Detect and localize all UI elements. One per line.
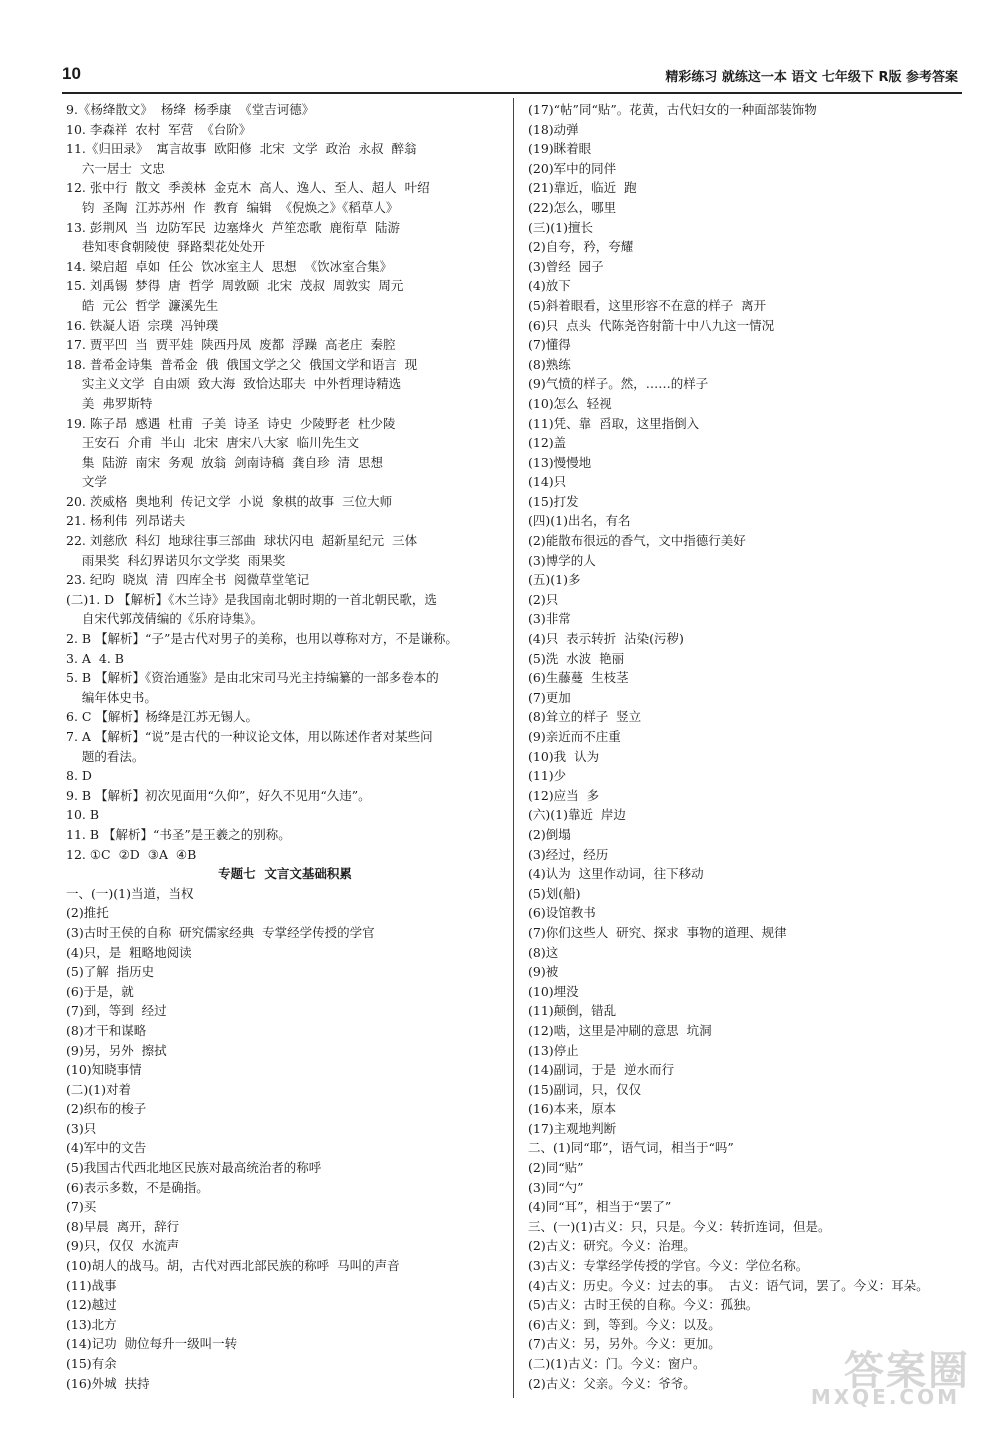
answer-line: (10)知晓事情 <box>66 1062 142 1078</box>
answer-line: 编年体史书。 <box>66 689 157 705</box>
page-number: 10 <box>62 64 81 83</box>
section-heading: 专题七 文言文基础积累 <box>218 866 352 882</box>
answer-line: 18. 普希金诗集 普希金 俄 俄国文学之父 俄国文学和语言 现 <box>66 356 418 372</box>
answer-line: 19. 陈子昂 感遇 杜甫 子美 诗圣 诗史 少陵野老 杜少陵 <box>66 415 396 431</box>
answer-line: (13)慢慢地 <box>528 454 592 470</box>
answer-line: (17)“帖”同“贴”。花黄，古代妇女的一种面部装饰物 <box>528 102 817 117</box>
page-header <box>62 62 962 94</box>
answer-line: (3)古时王侯的自称 研究儒家经典 专掌经学传授的学官 <box>66 924 375 940</box>
answer-line: (4)只，是 粗略地阅读 <box>66 944 192 960</box>
answer-line: (2)能散布很远的香气，文中指德行美好 <box>528 533 746 549</box>
answer-line: 10. 李森祥 农村 军营 《台阶》 <box>66 121 252 137</box>
watermark-url: MXQE.COM <box>810 1385 960 1409</box>
answer-line: (2)自夸，矜，夸耀 <box>528 239 634 255</box>
answer-line: 23. 纪昀 晓岚 清 四库全书 阅微草堂笔记 <box>66 572 310 588</box>
watermark-logo <box>810 1339 970 1409</box>
answer-line: 17. 贾平凹 当 贾平娃 陕西丹凤 废都 浮躁 高老庄 秦腔 <box>66 337 396 353</box>
answer-line: (14)只 <box>528 474 567 490</box>
answer-line: (7)懂得 <box>528 337 571 353</box>
answer-line: 16. 铁凝人语 宗璞 冯钟璞 <box>66 317 219 333</box>
answer-line: (8)耸立的样子 竖立 <box>528 709 642 725</box>
answer-line: (4)认为 这里作动词，往下移动 <box>528 866 704 882</box>
answer-line: (四)(1)出名，有名 <box>528 513 631 529</box>
answer-line: (2)织布的梭子 <box>66 1101 147 1117</box>
answer-line: (6)设馆教书 <box>528 905 596 921</box>
answer-line: (13)北方 <box>66 1316 117 1332</box>
answer-line: 一、(一)(1)当道，当权 <box>66 885 194 901</box>
answer-line: (12)盖 <box>528 435 567 451</box>
answer-line: (11)少 <box>528 768 567 784</box>
answer-line: (3)同“勺” <box>528 1179 584 1195</box>
answer-line: (3)只 <box>66 1120 97 1136</box>
answer-line: 11. B 【解析】“书圣”是王羲之的别称。 <box>66 826 291 842</box>
answer-line: (4)同“耳”，相当于“罢了” <box>528 1199 672 1215</box>
answer-line: 雨果奖 科幻界诺贝尔文学奖 雨果奖 <box>66 552 286 568</box>
answer-line: 21. 杨利伟 列昂诺夫 <box>66 513 186 529</box>
answer-line: 15. 刘禹锡 梦得 唐 哲学 周敦颐 北宋 茂叔 周敦实 周元 <box>66 278 404 294</box>
answer-line: (10)埋没 <box>528 983 579 999</box>
answer-line: (5)古义：古时王侯的自称。今义：孤独。 <box>528 1297 759 1313</box>
answer-line: (4)只 表示转折 沾染(污秽) <box>528 631 684 647</box>
answer-line: (5)划(船) <box>528 885 581 901</box>
answer-line: (4)放下 <box>528 278 571 294</box>
answer-line: 实主义文学 自由颂 致大海 致恰达耶夫 中外哲理诗精选 <box>66 376 402 392</box>
answer-line: 10. B <box>66 807 100 823</box>
answer-line: 8. D <box>66 768 92 784</box>
answer-line: (六)(1)靠近 岸边 <box>528 807 626 823</box>
answer-line: (9)气愤的样子。然，……的样子 <box>528 376 709 392</box>
answer-line: (12)应当 多 <box>528 787 600 803</box>
answer-line: 22. 刘慈欣 科幻 地球往事三部曲 球状闪电 超新星纪元 三体 <box>66 533 418 549</box>
answer-line: (12)啮，这里是冲刷的意思 坑洞 <box>528 1022 712 1038</box>
answer-line: 9.《杨绛散文》 杨绛 杨季康 《堂吉诃德》 <box>66 102 315 117</box>
answer-line: (8)才干和谋略 <box>66 1022 147 1038</box>
answer-line: (12)越过 <box>66 1297 117 1313</box>
answer-line: (14)副词，于是 逆水而行 <box>528 1062 675 1078</box>
answer-line: (13)停止 <box>528 1042 579 1058</box>
answer-line: (15)打发 <box>528 493 579 509</box>
answer-line: (2)推托 <box>66 905 109 921</box>
answer-line: 三、(一)(1)古义：只，只是。今义：转折连词，但是。 <box>528 1218 831 1234</box>
answer-line: (16)本来，原本 <box>528 1101 617 1117</box>
answer-line: (2)倒塌 <box>528 826 571 842</box>
answer-line: (3)博学的人 <box>528 552 596 568</box>
answer-line: 美 弗罗斯特 <box>66 395 153 411</box>
answer-line: 集 陆游 南宋 务观 放翁 剑南诗稿 龚自珍 清 思想 <box>66 454 383 470</box>
answer-line: (二)1. D 【解析】《木兰诗》是我国南北朝时期的一首北朝民歌，选 <box>66 591 437 607</box>
answer-line: (15)有余 <box>66 1356 117 1371</box>
answer-line: (8)早晨 离开，辞行 <box>66 1218 180 1234</box>
answer-line: (2)古义：研究。今义：治理。 <box>528 1238 696 1254</box>
answer-line: (11)颠倒，错乱 <box>528 1003 617 1019</box>
answer-line: (二)(1)对着 <box>66 1081 131 1097</box>
answer-line: (6)表示多数，不是确指。 <box>66 1179 209 1195</box>
answer-line: 皓 元公 哲学 濂溪先生 <box>66 297 219 313</box>
answer-line: (9)亲近而不庄重 <box>528 729 621 744</box>
answer-line: (20)军中的同伴 <box>528 160 617 176</box>
answer-line: (2)只 <box>528 591 559 607</box>
answer-line: (8)熟练 <box>528 356 571 372</box>
answer-line: 六一居士 文忠 <box>66 160 165 176</box>
answer-line: 自宋代郭茂倩编的《乐府诗集》。 <box>66 611 264 627</box>
answer-line: 王安石 介甫 半山 北宋 唐宋八大家 临川先生文 <box>66 435 360 451</box>
answer-line: (9)另，另外 擦拭 <box>66 1042 167 1058</box>
answer-line: 12. 张中行 散文 季羡林 金克木 高人、逸人、至人、超人 叶绍 <box>66 180 430 196</box>
answer-line: (4)军中的文告 <box>66 1140 147 1156</box>
answer-line: (10)胡人的战马。胡，古代对西北部民族的称呼 马叫的声音 <box>66 1258 400 1274</box>
answer-line: (22)怎么，哪里 <box>528 199 617 215</box>
answer-line: (6)生藤蔓 生枝茎 <box>528 670 629 686</box>
answer-line: 钧 圣陶 江苏苏州 作 教育 编辑 《倪焕之》《稻草人》 <box>66 199 399 215</box>
answer-line: (3)曾经 园子 <box>528 258 604 274</box>
answer-line: 巷知枣食朝陵使 驿路梨花处处开 <box>66 239 265 255</box>
right-column <box>528 100 938 1393</box>
answer-line: (11)凭、靠 舀取，这里指倒入 <box>528 415 700 431</box>
watermark-text: 答案圈 <box>844 1348 970 1394</box>
answer-line: (21)靠近，临近 跑 <box>528 180 637 196</box>
answer-line: (二)(1)古义：门。今义：窗户。 <box>528 1356 706 1371</box>
answer-line: (6)古义：到，等到。今义：以及。 <box>528 1316 721 1332</box>
column-divider <box>513 98 514 1398</box>
answer-line: 14. 梁启超 卓如 任公 饮冰室主人 思想 《饮冰室合集》 <box>66 258 393 274</box>
answer-line: (10)怎么 轻视 <box>528 395 612 411</box>
answer-line: (3)经过，经历 <box>528 846 609 862</box>
answer-line: (7)更加 <box>528 689 571 705</box>
header-title: 精彩练习 就练这一本 语文 七年级下 R版 参考答案 <box>665 70 958 85</box>
answer-line: (19)眯着眼 <box>528 141 592 157</box>
answer-line: (7)古义：另，另外。今义：更加。 <box>528 1336 721 1352</box>
left-column <box>66 100 504 1393</box>
answer-line: (4)古义：历史。今义：过去的事。 古义：语气词，罢了。今义：耳朵。 <box>528 1277 929 1293</box>
answer-line: (9)被 <box>528 964 559 980</box>
answer-line: (16)外城 扶持 <box>66 1375 150 1391</box>
answer-line: (3)古义：专掌经学传授的学官。今义：学位名称。 <box>528 1258 809 1274</box>
answer-line: 11.《归田录》 寓言故事 欧阳修 北宋 文学 政治 永叔 醉翁 <box>66 141 417 157</box>
answer-line: (2)同“贴” <box>528 1160 584 1176</box>
answer-line: 文学 <box>66 474 107 490</box>
answer-line: 6. C 【解析】杨绛是江苏无锡人。 <box>66 709 258 725</box>
answer-line: 二、(1)同“耶”，语气词，相当于“吗” <box>528 1140 734 1156</box>
answer-line: (10)我 认为 <box>528 748 600 764</box>
answer-line: (6)只 点头 代陈尧咨射箭十中八九这一情况 <box>528 317 775 333</box>
answer-line: (18)动弹 <box>528 121 579 137</box>
answer-line: (5)斜着眼看，这里形容不在意的样子 离开 <box>528 297 767 313</box>
answer-line: (17)主观地判断 <box>528 1120 617 1136</box>
answer-line: (15)副词，只，仅仅 <box>528 1081 642 1097</box>
answer-line: (14)记功 勋位每升一级叫一转 <box>66 1336 238 1352</box>
answer-line: (5)了解 指历史 <box>66 964 155 980</box>
answer-line: 9. B 【解析】初次见面用“久仰”，好久不见用“久违”。 <box>66 787 371 803</box>
answer-line: 2. B 【解析】“子”是古代对男子的美称，也用以尊称对方，不是谦称。 <box>66 631 458 647</box>
answer-line: (9)只，仅仅 水流声 <box>66 1238 180 1254</box>
answer-line: 20. 茨威格 奥地利 传记文学 小说 象棋的故事 三位大师 <box>66 493 393 509</box>
answer-line: (三)(1)擅长 <box>528 219 593 235</box>
answer-line: (8)这 <box>528 944 559 960</box>
answer-line: (7)到，等到 经过 <box>66 1003 167 1019</box>
answer-line: (5)洗 水波 艳丽 <box>528 650 625 666</box>
answer-line: (7)买 <box>66 1199 97 1215</box>
answer-line: 5. B 【解析】《资治通鉴》是由北宋司马光主持编纂的一部多卷本的 <box>66 670 439 686</box>
answer-line: (7)你们这些人 研究、探求 事物的道理、规律 <box>528 924 787 940</box>
answer-line: (6)于是，就 <box>66 983 134 999</box>
answer-line: 12. ①C ②D ③A ④B <box>66 846 197 862</box>
answer-line: (3)非常 <box>528 611 571 627</box>
answer-line: (2)古义：父亲。今义：爷爷。 <box>528 1375 696 1391</box>
answer-line: (11)战事 <box>66 1277 117 1293</box>
answer-line: (5)我国古代西北地区民族对最高统治者的称呼 <box>66 1160 322 1176</box>
answer-line: 3. A 4. B <box>66 650 124 666</box>
answer-line: (五)(1)多 <box>528 572 581 588</box>
answer-line: 13. 彭荆风 当 边防军民 边塞烽火 芦笙恋歌 鹿衔草 陆游 <box>66 219 401 235</box>
answer-line: 7. A 【解析】“说”是古代的一种议论文体，用以陈述作者对某些问 <box>66 729 433 744</box>
answer-line: 题的看法。 <box>66 748 145 764</box>
